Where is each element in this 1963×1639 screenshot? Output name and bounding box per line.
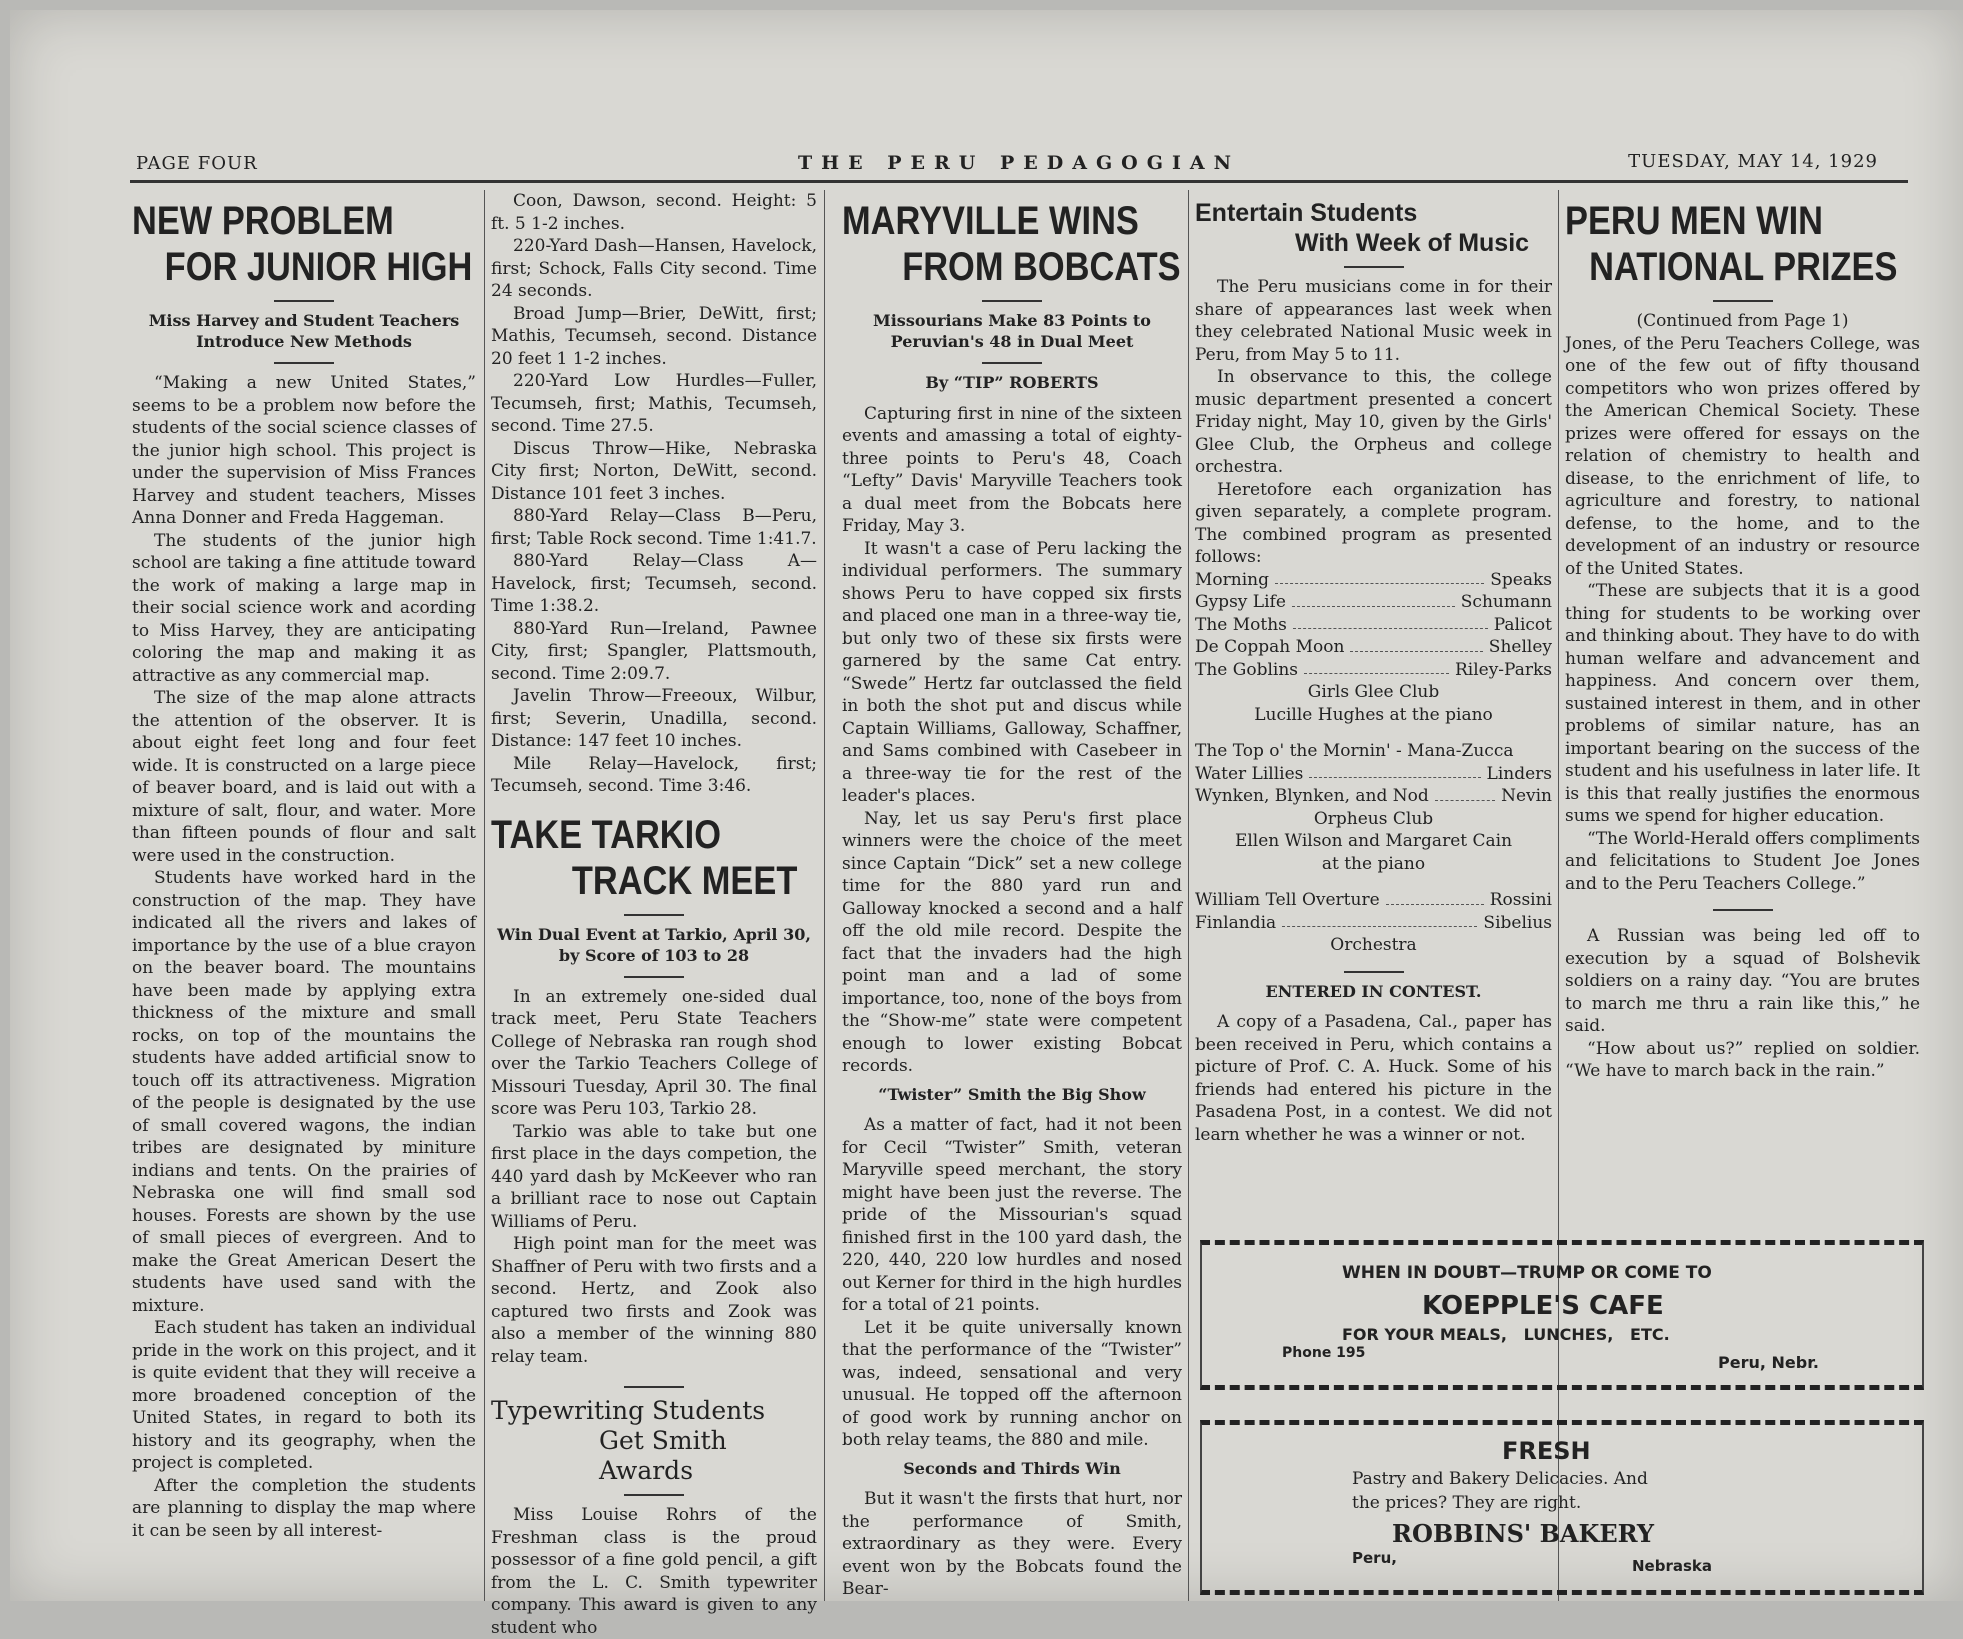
paragraph: The Peru musicians come in for their share of appearances last week when they celebrated National Music week in Peru, from May 5 to 11. (1195, 277, 1552, 365)
divider (1344, 266, 1404, 268)
advertisement-koepples-cafe (1200, 1240, 1924, 1390)
page-number: PAGE FOUR (136, 153, 258, 174)
program-row: The Top o' the Mornin' - Mana-Zucca (1195, 741, 1514, 761)
ad-phone: Phone 195 (1282, 1345, 1366, 1361)
paragraph: 220-Yard Dash—Hansen, Havelock, first; Schock, Falls City second. Time 24 seconds. (491, 236, 817, 301)
program-row: The Moths Palicot (1195, 614, 1552, 635)
paragraph: Miss Louise Rohrs of the Freshman class is the proud possessor of a fine gold pencil, a gift from the L. C. Smith typewriter company. This award is given to any student who (491, 1505, 817, 1638)
paragraph: “The World-Herald offers compliments and felicitations to Student Joe Jones and to the Peru Teachers College.” (1565, 828, 1921, 894)
paragraph: The students of the junior high school are taking a fine attitude toward the work of making a large map in their social science work and acording to Miss Harvey, they are anticipating coloring the map and making it as attractive as any commercial map. (132, 530, 476, 686)
article-junior-high (132, 190, 476, 1601)
divider (274, 362, 334, 364)
paragraph: “How about us?” replied on soldier. “We have to march back in the rain.” (1565, 1038, 1920, 1081)
article-track-results (491, 190, 817, 1638)
paragraph: As a matter of fact, had it not been for Cecil “Twister” Smith, veteran Maryville speed merchant, the story might have been just the reverse. The pride of the Missourian's squad finished first in the 100 yard dash, the 220, 440, 220 low hurdles and nosed out Kerner for third in the high hurdles for a total of 21 points. (842, 1115, 1182, 1315)
article-music-week (1195, 190, 1552, 1221)
paragraph: Discus Throw—Hike, Nebraska City first; Norton, DeWitt, second. Distance 101 feet 3 inches. (491, 438, 817, 504)
ad-state: Nebraska (1632, 1557, 1713, 1575)
subheadline: ENTERED IN CONTEST. (1265, 981, 1482, 1001)
paragraph: Broad Jump—Brier, DeWitt, first; Mathis, Tecumseh, second. Distance 20 feet 1 1-2 inches. (491, 303, 817, 369)
divider (1344, 971, 1404, 973)
ad-text: the prices? They are right. (1352, 1493, 1582, 1513)
subheadline: Miss Harvey and Student Teachers Introduce New Methods (148, 311, 460, 351)
paragraph: 880-Yard Relay—Class A—Havelock, first; Tecumseh, second. Time 1:38.2. (491, 551, 817, 616)
accompanist: Lucille Hughes at the piano (1254, 704, 1493, 725)
paragraph: Capturing first in nine of the sixteen events and amassing a total of eighty-three points to Peru's 48, Coach “Lefty” Davis' Maryville Teachers took a dual meet from the Bobcats here Friday, May 3. (842, 403, 1182, 536)
ad-business-name: ROBBINS' BAKERY (1392, 1519, 1655, 1548)
masthead (130, 144, 1908, 183)
paragraph: Each student has taken an individual pride in the work on this project, and it is quite evident that they will receive a more broadened conception of the United States, in regard to both its history and its geography, when the project is completed. (132, 1318, 476, 1473)
paragraph: 220-Yard Low Hurdles—Fuller, Tecumseh, first; Mathis, Tecumseh, second. Time 27.5. (491, 371, 817, 436)
headline: TAKE TARKIO TRACK MEET (491, 812, 798, 903)
column-rule (484, 190, 485, 1601)
continued-note: (Continued from Page 1) (1636, 311, 1849, 331)
headline: NEW PROBLEM FOR JUNIOR HIGH (132, 199, 473, 289)
paragraph: Tarkio was able to take but one first place in the days competion, the 440 yard dash by McKeever who ran a brilliant race to nose out Captain Williams of Peru. (491, 1121, 817, 1232)
divider (1713, 300, 1773, 302)
program-row: Gypsy Life Schumann (1195, 592, 1552, 612)
paragraph: “These are subjects that it is a good thing for students to be working over and thinking about. They have to do with human welfare and advancement and happiness. And concern over them, sustained interest in them, and in other problems of similar nature, has an important bearing on the success of the student and his usefulness in later life. It is this that really justifies the enormous sums we spend for higher education. (1565, 581, 1920, 826)
program-row: De Coppah Moon Shelley (1195, 637, 1552, 657)
paragraph: Nay, let us say Peru's first place winners were the choice of the meet since Captain “Dick” set a new college time for the 880 yard run and Galloway knocked a second and a half off the old mile record. Despite the fact that the invaders had the high point man and a lad of some importance, too, none of the boys from the “Show-me” state were competent enough to lower existing Bobcat records. (842, 808, 1182, 1076)
program-row: Water Lillies Linders (1195, 763, 1552, 784)
paragraph: A copy of a Pasadena, Cal., paper has been received in Peru, which contains a picture of Prof. C. A. Huck. Some of his friends had entered his picture in the Pasadena Post, in a contest. We did not learn whether he was a winner or not. (1195, 1012, 1552, 1145)
divider (624, 1386, 684, 1388)
ad-city: Peru, (1352, 1549, 1397, 1567)
ensemble-name: Girls Glee Club (1307, 682, 1440, 702)
newspaper-page (10, 10, 1963, 1638)
paragraph: Mile Relay—Havelock, first; Tecumseh, second. Time 3:46. (491, 753, 817, 796)
divider (624, 914, 684, 916)
headline: PERU MEN WIN NATIONAL PRIZES (1565, 199, 1898, 289)
column-rule (824, 190, 825, 1601)
headline-typewriting: Typewriting Students Get Smith Awards (491, 1396, 766, 1485)
program-row: Morning Speaks (1195, 569, 1552, 590)
program-row: Finlandia Sibelius (1195, 912, 1552, 933)
byline: By “TIP” ROBERTS (925, 373, 1099, 392)
ensemble-name: Orchestra (1330, 935, 1417, 955)
paragraph: A Russian was being led off to execution by a squad of Bolshevik soldiers on a rainy day. “You are brutes to march me thru a rain like this,” he said. (1565, 926, 1920, 1036)
paragraph: Heretofore each organization has given separately, a complete program. The combined program as presented follows: (1195, 479, 1552, 567)
ad-text: Pastry and Bakery Delicacies. And (1352, 1469, 1648, 1489)
ad-tagline: WHEN IN DOUBT—TRUMP OR COME TO (1342, 1263, 1712, 1283)
divider (1713, 909, 1773, 911)
paragraph: Let it be quite universally known that the performance of the “Twister” was, indeed, sensational and very unusual. He topped off the afternoon of good work by running anchor on both relay teams, the 880 and mile. (842, 1317, 1182, 1450)
advertisement-robbins-bakery (1200, 1420, 1924, 1595)
article-national-prizes (1565, 190, 1920, 1221)
article-maryville (842, 190, 1182, 1601)
ad-headline: FRESH (1502, 1437, 1591, 1465)
program-row: Wynken, Blynken, and Nod Nevin (1195, 786, 1552, 806)
paragraph: In observance to this, the college music department presented a concert Friday night, May 10, given by the Girls' Glee Club, the Orpheus and college orchestra. (1195, 367, 1552, 477)
concert-program (1195, 569, 1552, 957)
paragraph: Javelin Throw—Freeoux, Wilbur, first; Severin, Unadilla, second. Distance: 147 feet 10 inches. (491, 686, 817, 751)
program-row: The Goblins Riley-Parks (1195, 659, 1552, 680)
ad-location: Peru, Nebr. (1718, 1353, 1819, 1372)
paragraph: 880-Yard Relay—Class B—Peru, first; Table Rock second. Time 1:41.7. (491, 506, 817, 549)
headline: MARYVILLE WINS FROM BOBCATS (842, 199, 1181, 289)
paragraph: In an extremely one-sided dual track meet, Peru State Teachers College of Nebraska ran rough shod over the Tarkio Teachers College of Missouri Tuesday, April 30. The final score was Peru 103, Tarkio 28. (491, 986, 817, 1119)
paragraph: It wasn't a case of Peru lacking the individual performers. The summary shows Peru to have copped six firsts and placed one man in a three-way tie, but only two of these six firsts were garnered by the same Cat entry. “Swede” Hertz far outclassed the field in both the shot put and discus while Captain Williams, Galloway, Schaffner, and Sams combined with Casebeer in a three-way tie for the rest of the leader's places. (842, 538, 1182, 806)
paragraph: Students have worked hard in the construction of the map. They have indicated all the rivers and lakes of importance by the use of a blue crayon on the beaver board. The mountains have been made by applying extra thickness of the mixture and small rocks, on top of the mountains the students have added artificial snow to touch off its attractiveness. Migration of the people is designated by the use of small covered wagons, the indian tribes are designated by miniture indians and tents. On the prairies of Nebraska one will find small sod houses. Forests are shown by the use of small pieces of evergreen. And to make the Great American Desert the students have used sand with the mixture. (132, 868, 476, 1316)
paragraph: Jones, of the Peru Teachers College, was one of the few out of fifty thousand competitors who won prizes offered by the American Chemical Society. These prizes were offered for essays on the relation of chemistry to health and disease, to the enrichment of life, to agriculture and forestry, to national defense, to the home, and to the development of an industry or resource of the United States. (1565, 333, 1920, 579)
paragraph: High point man for the meet was Shaffner of Peru with two firsts and a second. Hertz, and Zook also captured two firsts and Zook was also a member of the winning 880 relay team. (491, 1234, 817, 1367)
ad-business-name: KOEPPLE'S CAFE (1422, 1291, 1664, 1321)
accompanist: Ellen Wilson and Margaret Cain (1234, 831, 1513, 851)
paragraph: “Making a new United States,” seems to be a problem now before the students of the social science classes of the junior high school. This project is under the supervision of Miss Frances Harvey and student teachers, Misses Anna Donner and Freda Haggeman. (132, 373, 476, 528)
program-row: William Tell Overture Rossini (1195, 890, 1552, 910)
ad-services: FOR YOUR MEALS, LUNCHES, ETC. (1342, 1325, 1670, 1344)
divider (982, 300, 1042, 302)
subheadline: Win Dual Event at Tarkio, April 30, by Score of 103 to 28 (497, 924, 811, 965)
issue-date: TUESDAY, MAY 14, 1929 (1628, 151, 1878, 172)
subheadline: Missourians Make 83 Points to Peruvian's 48 in Dual Meet (873, 311, 1151, 351)
paragraph: But it wasn't the firsts that hurt, nor the performance of Smith, extraordinary as they were. Every event won by the Bobcats found the Bear- (842, 1489, 1182, 1599)
accompanist: at the piano (1321, 853, 1426, 874)
subhead-twister: “Twister” Smith the Big Show (878, 1084, 1146, 1104)
divider (982, 362, 1042, 364)
paragraph: Coon, Dawson, second. Height: 5 ft. 5 1-2 inches. (491, 191, 817, 234)
paper-title: THE PERU PEDAGOGIAN (798, 152, 1240, 174)
headline: Entertain Students With Week of Music (1195, 199, 1530, 257)
paragraph: 880-Yard Run—Ireland, Pawnee City, first; Spangler, Plattsmouth, second. Time 2:09.7. (491, 618, 817, 684)
paragraph: After the completion the students are planning to display the map where it can be seen by all interest- (132, 1475, 476, 1541)
subhead-seconds: Seconds and Thirds Win (903, 1458, 1121, 1478)
paragraph: The size of the map alone attracts the attention of the observer. It is about eight feet long and four feet wide. It is constructed on a large piece of beaver board, and is laid out with a mixture of salt, flour, and water. More than fifteen pounds of flour and salt were used in the construction. (132, 688, 476, 866)
divider (624, 1494, 684, 1496)
ensemble-name: Orpheus Club (1313, 808, 1434, 829)
column-rule (1188, 190, 1189, 1601)
divider (274, 300, 334, 302)
divider (624, 976, 684, 978)
